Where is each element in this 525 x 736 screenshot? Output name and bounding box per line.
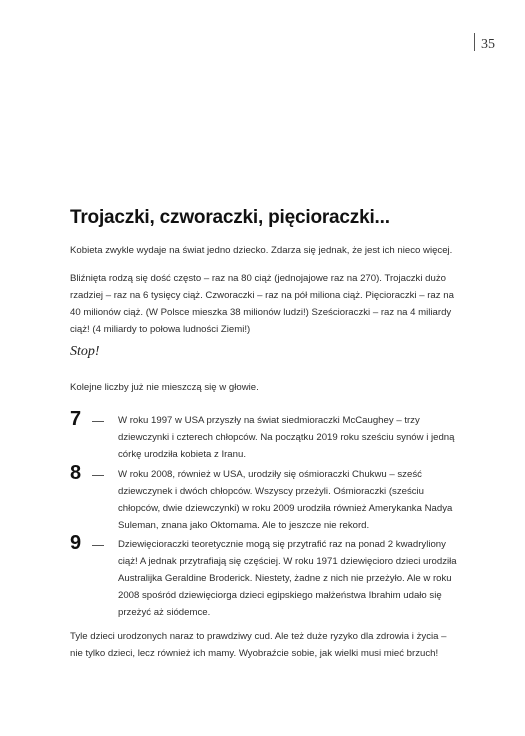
lead-paragraph: Kolejne liczby już nie mieszczą się w głowie. xyxy=(70,382,259,393)
closing-paragraph: Tyle dzieci urodzonych naraz to prawdziwy cud. Ale też duże ryzyko dla zdrowia i życia – nie tylko dzieci, lecz również ich mamy. Wyobraźcie sobie, jak wielki musi mieć brzuch! xyxy=(70,631,447,659)
item-number: 8 xyxy=(70,462,82,484)
stop-heading: Stop! xyxy=(70,344,100,359)
intro-paragraph: Kobieta zwykle wydaje na świat jedno dziecko. Zdarza się jednak, że jest ich nieco więcej. xyxy=(70,245,453,256)
page-number-value: 35 xyxy=(481,37,495,52)
page-number xyxy=(474,33,495,53)
item-text: Dziewięcioraczki teoretycznie mogą się przytrafić raz na ponad 2 kwadryliony ciąż! A jednak przytrafiają się częściej. W roku 1971 dziewięcioro dzieci urodziła Australijka Geraldine Broderick. Niestety, żadne z nich nie przeżyło. Ale w roku 2008 spośród dziewięciorga dzieci egipskiego małżeństwa Ibrahim udało się przeżyć aż siódemce. xyxy=(118,539,457,618)
item-number: 7 xyxy=(70,408,82,430)
item-text: W roku 2008, również w USA, urodziły się ośmioraczki Chukwu – sześć dziewczynek i dwóch chłopców. Wszyscy przeżyli. Ośmioraczki (sześciu chłopców, dwie dziewczynki) w roku 2009 urodziła również Amerykanka Nadya Suleman, znana jako Oktomama. Ale to jeszcze nie rekord. xyxy=(118,469,453,531)
item-dash xyxy=(92,545,104,546)
item-number: 9 xyxy=(70,532,82,554)
item-dash xyxy=(92,421,104,422)
page-number-divider xyxy=(474,33,475,51)
item-text: W roku 1997 w USA przyszły na świat siedmioraczki McCaughey – trzy dziewczynki i czterech chłopców. Na początku 2019 roku sześciu synów i jedną córkę urodziła kobieta z Iranu. xyxy=(118,415,455,460)
section-title: Trojaczki, czworaczki, pięcioraczki... xyxy=(70,207,390,228)
stats-paragraph: Bliźnięta rodzą się dość często – raz na 80 ciąż (jednojajowe raz na 270). Trojaczki dużo rzadziej – raz na 6 tysięcy ciąż. Czworaczki – raz na pół miliona ciąż. Pięcioraczki – raz na 40 milionów ciąż. (W Polsce mieszka 38 milionów ludzi!) Sześcioraczki – raz na 4 miliardy ciąż! (4 miliardy to połowa ludności Ziemi!) xyxy=(70,273,454,335)
item-dash xyxy=(92,475,104,476)
